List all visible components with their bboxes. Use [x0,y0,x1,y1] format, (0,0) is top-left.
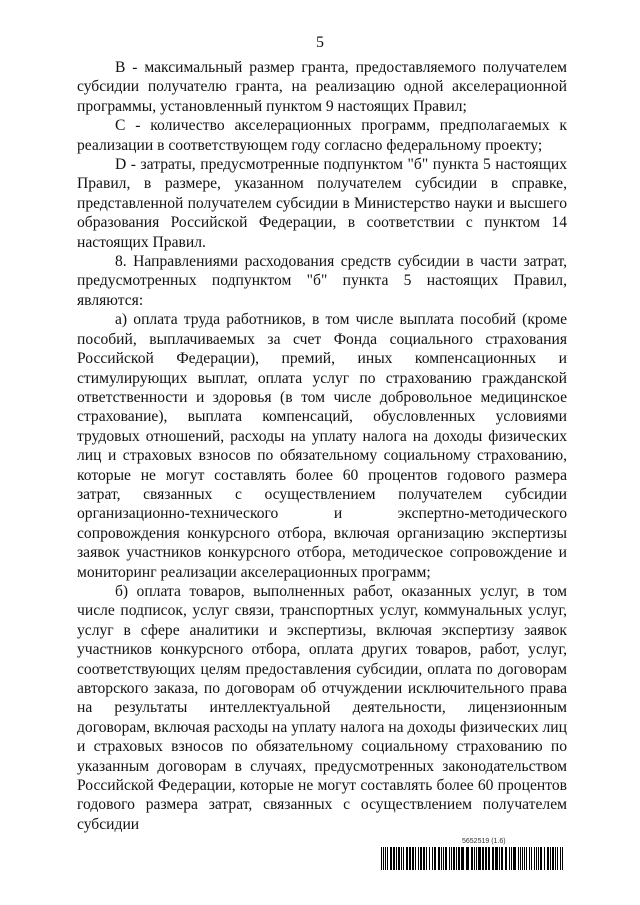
document-code: 5652519 (1.6) [462,838,506,845]
page-number: 5 [316,34,324,51]
paragraph-8-directions: 8. Направлениями расходования средств субсидии в части затрат, предусмотренных подпунктом "б" пункта 5 настоящих Правил, являются: [77,253,567,309]
paragraph-8a-labor: а) оплата труда работников, в том числе выплата пособий (кроме пособий, выплачиваемых за счет Фонда социального страхования Российской Федерации), премий, иных компенсационных и стимулирующих выплат, оплата услуг по страхованию гражданской ответственности и здоровья (в том числе добровольное медицинское страхование), выплата компенсаций, обусловленных условиями трудовых отношений, расходы на уплату налога на доходы физических лиц и страховых взносов по обязательному социальному страхованию, которые не могут составлять более 60 процентов годового размера затрат, связанных с осуществлением получателем субсидии организационно-технического и экспертно-методического сопровождения конкурсного отбора, включая организацию экспертизы заявок участников конкурсного отбора, методическое сопровождение и мониторинг реализации акселерационных программ; [77,311,567,581]
paragraph-d-costs: D - затраты, предусмотренные подпунктом "б" пункта 5 настоящих Правил, в размере, указанном получателем субсидии в справке, представленной получателем субсидии в Министерство науки и высшего образования Российской Федерации, в соответствии с пунктом 14 настоящих Правил. [77,156,567,251]
paragraph-c-program-count: C - количество акселерационных программ, предполагаемых к реализации в соответствующем году согласно федеральному проекту; [77,117,567,154]
barcode-image [381,847,563,870]
paragraph-8b-goods: б) оплата товаров, выполненных работ, оказанных услуг, в том числе подписок, услуг связи, транспортных услуг, коммунальных услуг, услуг в сфере аналитики и экспертизы, включая экспертизу заявок участников конкурсного отбора, оплата других товаров, работ, услуг, соответствующих целям предоставления субсидии, оплата по договорам авторского заказа, по договорам об отчуждении исключительного права на результаты интеллектуальной деятельности, лицензионным договорам, включая расходы на уплату налога на доходы физических лиц и страховых взносов по обязательному социальному страхованию по указанным договорам в случаях, предусмотренных законодательством Российской Федерации, которые не могут составлять более 60 процентов годового размера затрат, связанных с осуществлением получателем субсидии [77,582,567,833]
document-body [77,58,567,834]
paragraph-b-max-grant: B - максимальный размер гранта, предоставляемого получателем субсидии получателю гранта, на реализацию одной акселерационной программы, установленный пунктом 9 настоящих Правил; [77,59,567,115]
